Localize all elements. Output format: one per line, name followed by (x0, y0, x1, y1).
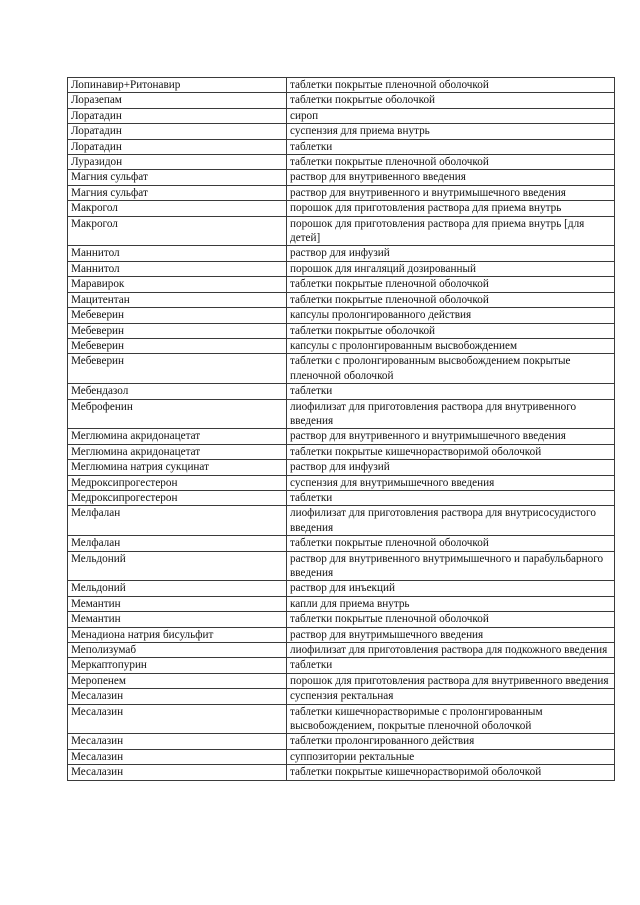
table-row (68, 78, 615, 93)
dosage-form-cell: лиофилизат для приготовления раствора для внутрисосудистого введения (287, 506, 615, 536)
table-row (68, 155, 615, 170)
dosage-form-cell: капсулы пролонгированного действия (287, 308, 615, 323)
drug-name-cell: Медроксипрогестерон (68, 475, 287, 490)
drug-name-cell: Мемантин (68, 612, 287, 627)
table-row (68, 216, 615, 246)
dosage-form-cell: таблетки покрытые пленочной оболочкой (287, 155, 615, 170)
table-row (68, 734, 615, 749)
drug-name-cell: Мацитентан (68, 292, 287, 307)
drug-name-cell: Лоратадин (68, 124, 287, 139)
table-row (68, 246, 615, 261)
dosage-form-cell: таблетки покрытые пленочной оболочкой (287, 277, 615, 292)
table-row (68, 596, 615, 611)
table-row (68, 536, 615, 551)
dosage-form-cell: таблетки (287, 139, 615, 154)
dosage-form-cell: лиофилизат для приготовления раствора для внутривенного введения (287, 399, 615, 429)
drug-name-cell: Меглюмина акридонацетат (68, 444, 287, 459)
dosage-form-cell: таблетки покрытые оболочкой (287, 323, 615, 338)
table-row (68, 308, 615, 323)
drug-name-cell: Месалазин (68, 689, 287, 704)
dosage-form-cell: таблетки покрытые оболочкой (287, 93, 615, 108)
drug-name-cell: Месалазин (68, 704, 287, 734)
dosage-form-cell: раствор для внутривенного внутримышечного и парабульбарного введения (287, 551, 615, 581)
drug-name-cell: Медроксипрогестерон (68, 490, 287, 505)
dosage-form-cell: таблетки покрытые пленочной оболочкой (287, 78, 615, 93)
drug-name-cell: Маннитол (68, 246, 287, 261)
dosage-form-cell: порошок для приготовления раствора для приема внутрь [для детей] (287, 216, 615, 246)
dosage-form-cell: таблетки покрытые пленочной оболочкой (287, 612, 615, 627)
drug-name-cell: Меропенем (68, 673, 287, 688)
dosage-form-cell: суспензия для внутримышечного введения (287, 475, 615, 490)
drug-name-cell: Лоратадин (68, 139, 287, 154)
drug-forms-table (67, 77, 615, 781)
table-row (68, 323, 615, 338)
dosage-form-cell: таблетки (287, 658, 615, 673)
table-row (68, 108, 615, 123)
dosage-form-cell: сироп (287, 108, 615, 123)
table-row (68, 93, 615, 108)
dosage-form-cell: раствор для внутривенного и внутримышечного введения (287, 185, 615, 200)
table-row (68, 460, 615, 475)
dosage-form-cell: таблетки (287, 490, 615, 505)
dosage-form-cell: суспензия для приема внутрь (287, 124, 615, 139)
drug-name-cell: Меглюмина акридонацетат (68, 429, 287, 444)
drug-name-cell: Макрогол (68, 201, 287, 216)
drug-name-cell: Мельдоний (68, 551, 287, 581)
drug-name-cell: Меброфенин (68, 399, 287, 429)
drug-name-cell: Луразидон (68, 155, 287, 170)
table-row (68, 612, 615, 627)
dosage-form-cell: таблетки (287, 384, 615, 399)
dosage-form-cell: таблетки покрытые кишечнорастворимой оболочкой (287, 444, 615, 459)
table-row (68, 185, 615, 200)
dosage-form-cell: порошок для приготовления раствора для приема внутрь (287, 201, 615, 216)
table-row (68, 551, 615, 581)
table-row (68, 506, 615, 536)
drug-name-cell: Магния сульфат (68, 185, 287, 200)
drug-name-cell: Маравирок (68, 277, 287, 292)
table-body (68, 78, 615, 781)
dosage-form-cell: таблетки покрытые пленочной оболочкой (287, 292, 615, 307)
drug-name-cell: Месалазин (68, 749, 287, 764)
table-row (68, 658, 615, 673)
drug-name-cell: Магния сульфат (68, 170, 287, 185)
drug-name-cell: Менадиона натрия бисульфит (68, 627, 287, 642)
table-row (68, 399, 615, 429)
dosage-form-cell: лиофилизат для приготовления раствора для подкожного введения (287, 643, 615, 658)
drug-name-cell: Лоратадин (68, 108, 287, 123)
table-row (68, 261, 615, 276)
dosage-form-cell: суппозитории ректальные (287, 749, 615, 764)
table-row (68, 475, 615, 490)
dosage-form-cell: порошок для приготовления раствора для внутривенного введения (287, 673, 615, 688)
dosage-form-cell: таблетки покрытые пленочной оболочкой (287, 536, 615, 551)
dosage-form-cell: раствор для внутримышечного введения (287, 627, 615, 642)
table-row (68, 765, 615, 780)
table-row (68, 444, 615, 459)
table-row (68, 643, 615, 658)
table-row (68, 277, 615, 292)
table-row (68, 354, 615, 384)
table-row (68, 689, 615, 704)
drug-name-cell: Мелфалан (68, 506, 287, 536)
dosage-form-cell: таблетки кишечнорастворимые с пролонгированным высвобождением, покрытые пленочной оболочкой (287, 704, 615, 734)
table-row (68, 627, 615, 642)
drug-name-cell: Меркаптопурин (68, 658, 287, 673)
dosage-form-cell: капсулы с пролонгированным высвобождением (287, 338, 615, 353)
table-row (68, 201, 615, 216)
drug-name-cell: Месалазин (68, 765, 287, 780)
table-row (68, 673, 615, 688)
drug-name-cell: Мебендазол (68, 384, 287, 399)
drug-name-cell: Маннитол (68, 261, 287, 276)
dosage-form-cell: таблетки с пролонгированным высвобождением покрытые пленочной оболочкой (287, 354, 615, 384)
table-row (68, 338, 615, 353)
table-row (68, 124, 615, 139)
drug-name-cell: Лоразепам (68, 93, 287, 108)
table-row (68, 384, 615, 399)
table-row (68, 704, 615, 734)
dosage-form-cell: суспензия ректальная (287, 689, 615, 704)
dosage-form-cell: порошок для ингаляций дозированный (287, 261, 615, 276)
table-row (68, 292, 615, 307)
dosage-form-cell: раствор для внутривенного и внутримышечного введения (287, 429, 615, 444)
drug-name-cell: Мебеверин (68, 338, 287, 353)
drug-name-cell: Макрогол (68, 216, 287, 246)
drug-name-cell: Лопинавир+Ритонавир (68, 78, 287, 93)
dosage-form-cell: раствор для инъекций (287, 581, 615, 596)
table-row (68, 429, 615, 444)
drug-name-cell: Мельдоний (68, 581, 287, 596)
dosage-form-cell: капли для приема внутрь (287, 596, 615, 611)
dosage-form-cell: раствор для инфузий (287, 246, 615, 261)
drug-name-cell: Мебеверин (68, 354, 287, 384)
drug-name-cell: Мебеверин (68, 323, 287, 338)
table-row (68, 139, 615, 154)
dosage-form-cell: таблетки покрытые кишечнорастворимой оболочкой (287, 765, 615, 780)
table-row (68, 490, 615, 505)
drug-name-cell: Месалазин (68, 734, 287, 749)
drug-name-cell: Мебеверин (68, 308, 287, 323)
drug-name-cell: Мелфалан (68, 536, 287, 551)
dosage-form-cell: раствор для внутривенного введения (287, 170, 615, 185)
dosage-form-cell: раствор для инфузий (287, 460, 615, 475)
drug-name-cell: Меглюмина натрия сукцинат (68, 460, 287, 475)
drug-name-cell: Мемантин (68, 596, 287, 611)
drug-name-cell: Меполизумаб (68, 643, 287, 658)
dosage-form-cell: таблетки пролонгированного действия (287, 734, 615, 749)
table-row (68, 749, 615, 764)
table-row (68, 170, 615, 185)
table-row (68, 581, 615, 596)
